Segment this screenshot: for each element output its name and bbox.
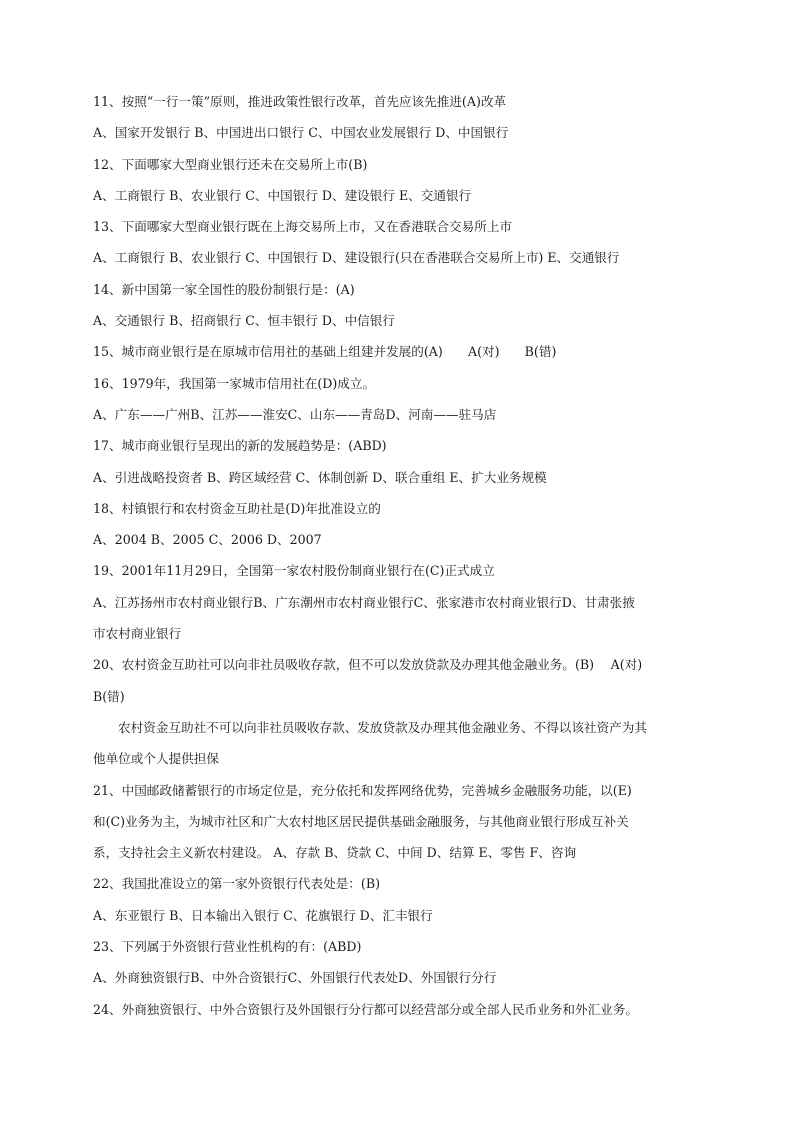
question-18: 18、村镇银行和农村资金互助社是(D)年批准设立的 bbox=[93, 500, 381, 516]
explanation-20: 农村资金互助社不可以向非社员吸收存款、发放贷款及办理其他金融业务、不得以该社资产为其 bbox=[118, 719, 647, 735]
question-14: 14、新中国第一家全国性的股份制银行是：(A) bbox=[93, 281, 355, 297]
options-19: A、江苏扬州市农村商业银行B、广东潮州市农村商业银行C、张家港市农村商业银行D、甘肃张掖 bbox=[93, 594, 635, 610]
question-22: 22、我国批准设立的第一家外资银行代表处是：(B) bbox=[93, 876, 380, 892]
document-body bbox=[93, 86, 713, 1025]
options-13: A、工商银行 B、农业银行 C、中国银行 D、建设银行(只在香港联合交易所上市) E、交通银行 bbox=[93, 250, 620, 266]
question-11: 11、按照“一行一策”原则，推进政策性银行改革，首先应该先推进(A)改革 bbox=[93, 94, 507, 109]
question-12: 12、下面哪家大型商业银行还未在交易所上市(B) bbox=[93, 156, 368, 172]
options-12: A、工商银行 B、农业银行 C、中国银行 D、建设银行 E、交通银行 bbox=[93, 187, 472, 203]
options-22: A、东亚银行 B、日本输出入银行 C、花旗银行 D、汇丰银行 bbox=[93, 907, 433, 923]
question-15: 15、城市商业银行是在原城市信用社的基础上组建并发展的(A) A(对) B(错) bbox=[93, 344, 557, 360]
options-19-continued: 市农村商业银行 bbox=[93, 626, 182, 642]
question-21-line-3: 系，支持社会主义新农村建设。 A、存款 B、贷款 C、中间 D、结算 E、零售 F、咨询 bbox=[93, 845, 577, 861]
question-23: 23、下列属于外资银行营业性机构的有：(ABD) bbox=[93, 939, 362, 955]
options-16: A、广东——广州B、江苏——淮安C、山东——青岛D、河南——驻马店 bbox=[93, 406, 497, 422]
options-18: A、2004 B、2005 C、2006 D、2007 bbox=[93, 532, 322, 548]
question-24: 24、外商独资银行、中外合资银行及外国银行分行都可以经营部分或全部人民币业务和外汇业务。 bbox=[93, 1001, 638, 1017]
explanation-20-continued: 他单位或个人提供担保 bbox=[93, 751, 219, 767]
options-17: A、引进战略投资者 B、跨区域经营 C、体制创新 D、联合重组 E、扩大业务规模 bbox=[93, 469, 547, 485]
question-17: 17、城市商业银行呈现出的新的发展趋势是：(ABD) bbox=[93, 438, 387, 454]
question-21-line-2: 和(C)业务为主，为城市社区和广大农村地区居民提供基础金融服务，与其他商业银行形成互补关 bbox=[93, 813, 629, 829]
options-14: A、交通银行 B、招商银行 C、恒丰银行 D、中信银行 bbox=[93, 313, 395, 329]
question-16: 16、1979年，我国第一家城市信用社在(D)成立。 bbox=[93, 375, 376, 391]
question-21: 21、中国邮政储蓄银行的市场定位是，充分依托和发挥网络优势，完善城乡金融服务功能，以(E) bbox=[93, 782, 632, 798]
options-11: A、国家开发银行 B、中国进出口银行 C、中国农业发展银行 D、中国银行 bbox=[93, 125, 509, 141]
question-20-continued: B(错) bbox=[93, 688, 125, 704]
question-19: 19、2001年11月29日，全国第一家农村股份制商业银行在(C)正式成立 bbox=[93, 563, 495, 579]
question-13: 13、下面哪家大型商业银行既在上海交易所上市，又在香港联合交易所上市 bbox=[93, 219, 513, 235]
question-20: 20、农村资金互助社可以向非社员吸收存款，但不可以发放贷款及办理其他金融业务。(B) A(对) bbox=[93, 657, 643, 673]
options-23: A、外商独资银行B、中外合资银行C、外国银行代表处D、外国银行分行 bbox=[93, 970, 497, 986]
